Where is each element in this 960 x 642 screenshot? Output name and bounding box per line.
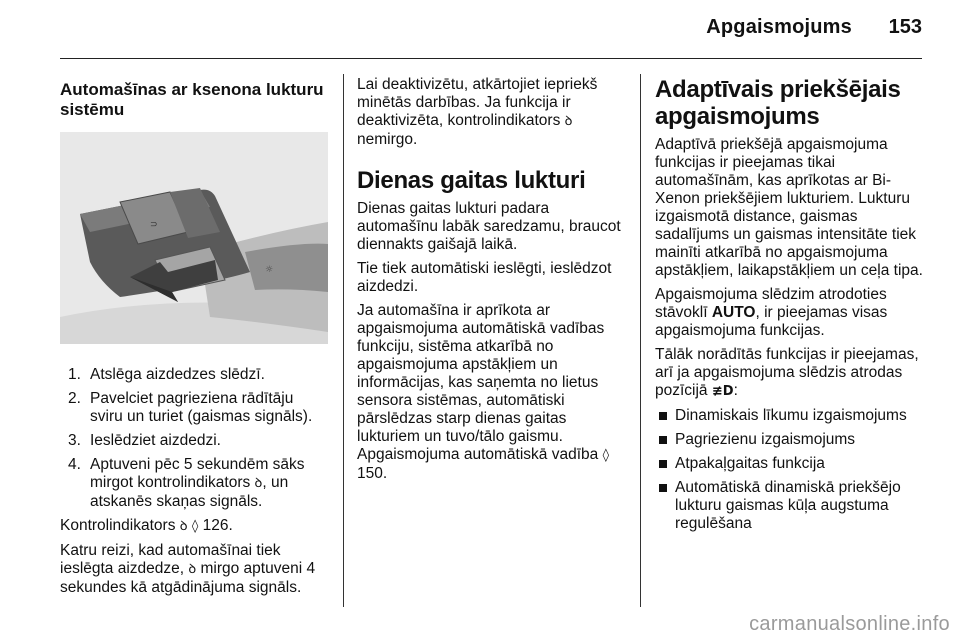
adaptive-lighting-heading: Adaptīvais priekšējais apgaismojums [655,76,901,130]
list-item: Pagriezienu izgaismojums [655,431,925,449]
lever-illustration [60,132,328,344]
bullet-square-icon [659,412,667,420]
step-2: 2. Pavelciet pagrieziena rādītāju sviru un turiet (gaismas signāls). [68,390,313,425]
daytime-paragraph-2: Tie tiek automātiski ieslēgti, ieslēdzot aizdedzi. [357,260,612,295]
adaptive-functions-list [655,407,925,533]
xenon-indicator-icon: ꝺ [564,114,573,129]
list-item: Atpakaļgaitas funkcija [655,455,925,473]
list-item: Dinamiskais līkumu izgaismojums [655,407,925,425]
bullet-square-icon [659,436,667,444]
low-beam-icon: ≢D [711,384,734,399]
adaptive-paragraph-3: Tālāk norādītās funkcijas ir pieejamas, arī ja apgaismojuma slēdzis atrodas pozīcijā ≢D: [655,346,919,399]
indicator-reference: Kontrolindikators ꝺ ◊ 126. [60,517,233,534]
auto-keyword: AUTO [711,304,756,321]
svg-text:⊃: ⊃ [150,220,158,230]
turn-signal-lever-figure [60,132,328,344]
xenon-indicator-icon: ꝺ [254,476,263,491]
step-1: 1. Atslēga aizdedzes slēdzī. [68,366,265,383]
adaptive-paragraph-1: Adaptīvā priekšējā apgaismojuma funkcijas ir pieejamas tikai automašīnām, kas aprīkotas ar Bi-Xenon priekšējiem lukturiem. Lukturu izgaismotā distance, gaismas sadalījums un gaismas intensitāte tiek mainīti atkarībā no apgaismojuma apstākļiem, laikapstākļiem un ceļa tipa. [655,136,923,279]
bullet-square-icon [659,484,667,492]
page-title: Apgaismojums [706,16,852,38]
xenon-indicator-icon: ꝺ [179,519,188,534]
page-reference-icon: ◊ [191,519,199,534]
page-reference-link[interactable]: 150. [357,465,388,482]
watermark: carmanualsonline.info [749,613,950,635]
page-number: 153 [888,16,922,38]
xenon-indicator-icon: ꝺ [188,562,197,577]
column-divider-1 [343,74,344,607]
page-reference-link[interactable]: 126. [202,517,233,534]
list-item: Automātiskā dinamiskā priekšējo lukturu gaismas kūļa augstuma regulēšana [655,479,925,533]
daytime-lights-heading: Dienas gaitas lukturi [357,167,586,194]
deactivate-paragraph: Lai deaktivizētu, atkārtojiet iepriekš minētās darbības. Ja funkcija ir deaktivizēta, kontrolindikators ꝺ nemirgo. [357,76,598,148]
column-3 [655,76,925,539]
daytime-paragraph-3: Ja automašīna ir aprīkota ar apgaismojuma automātiskā vadības funkciju, sistēma atkarībā no apgaismojuma apstākļiem un informācijas, kas saņemta no lietus sensora sistēmas, automātiski pārslēdzas starp dienas gaitas lukturiem un tuvo/tālo gaismu. Apgaismojuma automātiskā vadība ◊ 150. [357,302,609,482]
column-1 [60,76,328,603]
bullet-square-icon [659,460,667,468]
column-2 [357,76,627,489]
step-4: 4. Aptuveni pēc 5 sekundēm sāks mirgot kontrolindikators ꝺ, un atskanēs skaņas signāls. [68,456,305,510]
daytime-paragraph-1: Dienas gaitas lukturi padara automašīnu labāk saredzamu, braucot diennakts gaišajā laikā. [357,200,621,253]
page-reference-icon: ◊ [602,448,609,463]
xenon-section-heading: Automašīnas ar ksenona lukturu sistēmu [60,80,324,119]
header-rule [60,58,922,59]
svg-text:☼: ☼ [265,265,274,275]
adaptive-paragraph-2: Apgaismojuma slēdzim atrodoties stāvoklī AUTO, ir pieejamas visas apgaismojuma funkcijas. [655,286,888,339]
step-3: 3. Ieslēdziet aizdedzi. [68,432,221,449]
page-header [0,0,960,62]
procedure-steps [60,366,328,511]
reminder-paragraph: Katru reizi, kad automašīnai tiek ieslēgta aizdedze, ꝺ mirgo aptuveni 4 sekundes kā atgādinājuma signāls. [60,542,316,596]
column-divider-2 [640,74,641,607]
